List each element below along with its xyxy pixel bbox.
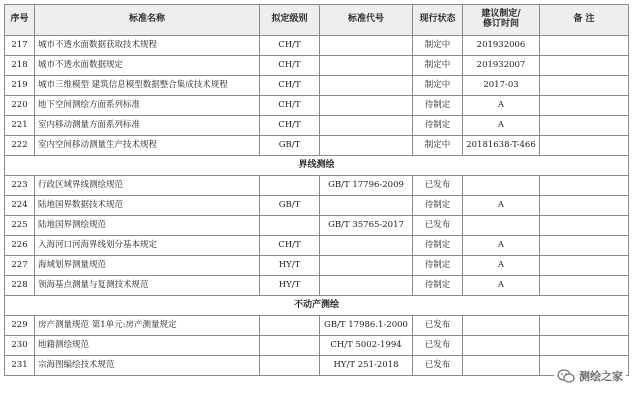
table-row xyxy=(5,76,629,96)
row-note xyxy=(540,136,629,156)
row-status: 制定中 xyxy=(413,136,463,156)
row-name: 陆地国界测绘规范 xyxy=(35,216,260,236)
row-plan: A xyxy=(463,196,540,216)
row-name: 室内空间移动测量生产技术规程 xyxy=(35,136,260,156)
row-note xyxy=(540,276,629,296)
row-status: 已发布 xyxy=(413,336,463,356)
row-status: 制定中 xyxy=(413,56,463,76)
row-name: 房产测量规范 第1单元:房产测量规定 xyxy=(35,316,260,336)
row-code: GB/T 35765-2017 xyxy=(320,216,413,236)
table-row xyxy=(5,336,629,356)
table-row xyxy=(5,216,629,236)
row-level xyxy=(260,216,320,236)
table-row xyxy=(5,196,629,216)
row-status: 待制定 xyxy=(413,116,463,136)
row-code xyxy=(320,56,413,76)
row-num: 217 xyxy=(5,36,35,56)
row-level xyxy=(260,176,320,196)
table-row xyxy=(5,236,629,256)
row-level: GB/T xyxy=(260,136,320,156)
row-level xyxy=(260,356,320,376)
table-row xyxy=(5,56,629,76)
row-note xyxy=(540,196,629,216)
row-code xyxy=(320,96,413,116)
row-plan: 2017-03 xyxy=(463,76,540,96)
row-status: 待制定 xyxy=(413,276,463,296)
row-plan: A xyxy=(463,236,540,256)
table-row xyxy=(5,176,629,196)
header-name: 标准名称 xyxy=(35,5,260,36)
row-num: 218 xyxy=(5,56,35,76)
row-name: 城市不透水面数据规定 xyxy=(35,56,260,76)
table-row xyxy=(5,316,629,336)
header-note: 备 注 xyxy=(540,5,629,36)
row-name: 城市不透水面数据获取技术规程 xyxy=(35,36,260,56)
table-row xyxy=(5,96,629,116)
watermark-text: 测绘之家 xyxy=(579,370,623,383)
watermark xyxy=(554,367,626,385)
row-code: GB/T 17796-2009 xyxy=(320,176,413,196)
row-level: CH/T xyxy=(260,56,320,76)
header-level: 拟定级别 xyxy=(260,5,320,36)
row-status: 制定中 xyxy=(413,36,463,56)
row-code xyxy=(320,256,413,276)
row-plan: 201932006 xyxy=(463,36,540,56)
table-row xyxy=(5,356,629,376)
row-note xyxy=(540,256,629,276)
row-name: 宗海图编绘技术规范 xyxy=(35,356,260,376)
row-plan: A xyxy=(463,256,540,276)
row-code xyxy=(320,116,413,136)
row-note xyxy=(540,36,629,56)
header-plan xyxy=(463,5,540,36)
header-num: 序号 xyxy=(5,5,35,36)
row-name: 海域划界测量规范 xyxy=(35,256,260,276)
row-num: 222 xyxy=(5,136,35,156)
header-plan-line1: 建议制定/ xyxy=(481,9,521,20)
row-name: 行政区域界线测绘规范 xyxy=(35,176,260,196)
row-level: GB/T xyxy=(260,196,320,216)
row-num: 224 xyxy=(5,196,35,216)
row-code xyxy=(320,36,413,56)
table-row xyxy=(5,276,629,296)
row-status: 待制定 xyxy=(413,196,463,216)
row-note xyxy=(540,216,629,236)
row-code xyxy=(320,76,413,96)
wechat-icon xyxy=(557,369,575,383)
row-plan: A xyxy=(463,276,540,296)
row-plan xyxy=(463,336,540,356)
row-status: 已发布 xyxy=(413,316,463,336)
row-code xyxy=(320,196,413,216)
row-plan: 201932007 xyxy=(463,56,540,76)
row-plan xyxy=(463,316,540,336)
row-name: 地下空间测绘方面系列标准 xyxy=(35,96,260,116)
table-row xyxy=(5,116,629,136)
row-num: 225 xyxy=(5,216,35,236)
row-note xyxy=(540,116,629,136)
row-code xyxy=(320,136,413,156)
row-note xyxy=(540,176,629,196)
row-num: 229 xyxy=(5,316,35,336)
row-plan xyxy=(463,176,540,196)
row-note xyxy=(540,236,629,256)
section-row xyxy=(5,296,629,316)
section-row xyxy=(5,156,629,176)
row-name: 城市三维模型 建筑信息模型数据整合集成技术规程 xyxy=(35,76,260,96)
row-plan: A xyxy=(463,96,540,116)
row-num: 227 xyxy=(5,256,35,276)
row-num: 226 xyxy=(5,236,35,256)
row-note xyxy=(540,56,629,76)
section-title: 不动产测绘 xyxy=(5,296,629,316)
row-code xyxy=(320,236,413,256)
row-num: 223 xyxy=(5,176,35,196)
row-level: CH/T xyxy=(260,116,320,136)
row-status: 待制定 xyxy=(413,256,463,276)
row-level: CH/T xyxy=(260,76,320,96)
row-status: 已发布 xyxy=(413,216,463,236)
table-row xyxy=(5,136,629,156)
row-code: HY/T 251-2018 xyxy=(320,356,413,376)
row-num: 230 xyxy=(5,336,35,356)
row-num: 219 xyxy=(5,76,35,96)
row-name: 地籍测绘规范 xyxy=(35,336,260,356)
row-note xyxy=(540,76,629,96)
row-status: 已发布 xyxy=(413,176,463,196)
row-code: CH/T 5002-1994 xyxy=(320,336,413,356)
row-name: 领海基点测量与复测技术规范 xyxy=(35,276,260,296)
header-code: 标准代号 xyxy=(320,5,413,36)
row-level: CH/T xyxy=(260,236,320,256)
row-plan: A xyxy=(463,116,540,136)
row-num: 220 xyxy=(5,96,35,116)
standards-table xyxy=(4,4,629,376)
row-plan xyxy=(463,356,540,376)
row-level: CH/T xyxy=(260,36,320,56)
row-name: 陆地国界数据技术规范 xyxy=(35,196,260,216)
row-note xyxy=(540,96,629,116)
row-status: 待制定 xyxy=(413,96,463,116)
table-row xyxy=(5,256,629,276)
row-num: 231 xyxy=(5,356,35,376)
row-num: 221 xyxy=(5,116,35,136)
row-name: 室内移动测量方面系列标准 xyxy=(35,116,260,136)
row-plan: 20181638-T-466 xyxy=(463,136,540,156)
row-status: 已发布 xyxy=(413,356,463,376)
header-row xyxy=(5,5,629,36)
row-level xyxy=(260,336,320,356)
row-num: 228 xyxy=(5,276,35,296)
section-title: 界线测绘 xyxy=(5,156,629,176)
row-plan xyxy=(463,216,540,236)
header-status: 现行状态 xyxy=(413,5,463,36)
row-status: 待制定 xyxy=(413,236,463,256)
table-row xyxy=(5,36,629,56)
row-note xyxy=(540,336,629,356)
header-plan-line2: 修订时间 xyxy=(482,19,519,29)
row-code xyxy=(320,276,413,296)
row-level: CH/T xyxy=(260,96,320,116)
row-level: HY/T xyxy=(260,276,320,296)
row-code: GB/T 17986.1-2000 xyxy=(320,316,413,336)
row-level: HY/T xyxy=(260,256,320,276)
row-name: 入海河口河海界线划分基本规定 xyxy=(35,236,260,256)
table-body xyxy=(5,36,629,376)
row-note xyxy=(540,316,629,336)
row-status: 制定中 xyxy=(413,76,463,96)
row-level xyxy=(260,316,320,336)
